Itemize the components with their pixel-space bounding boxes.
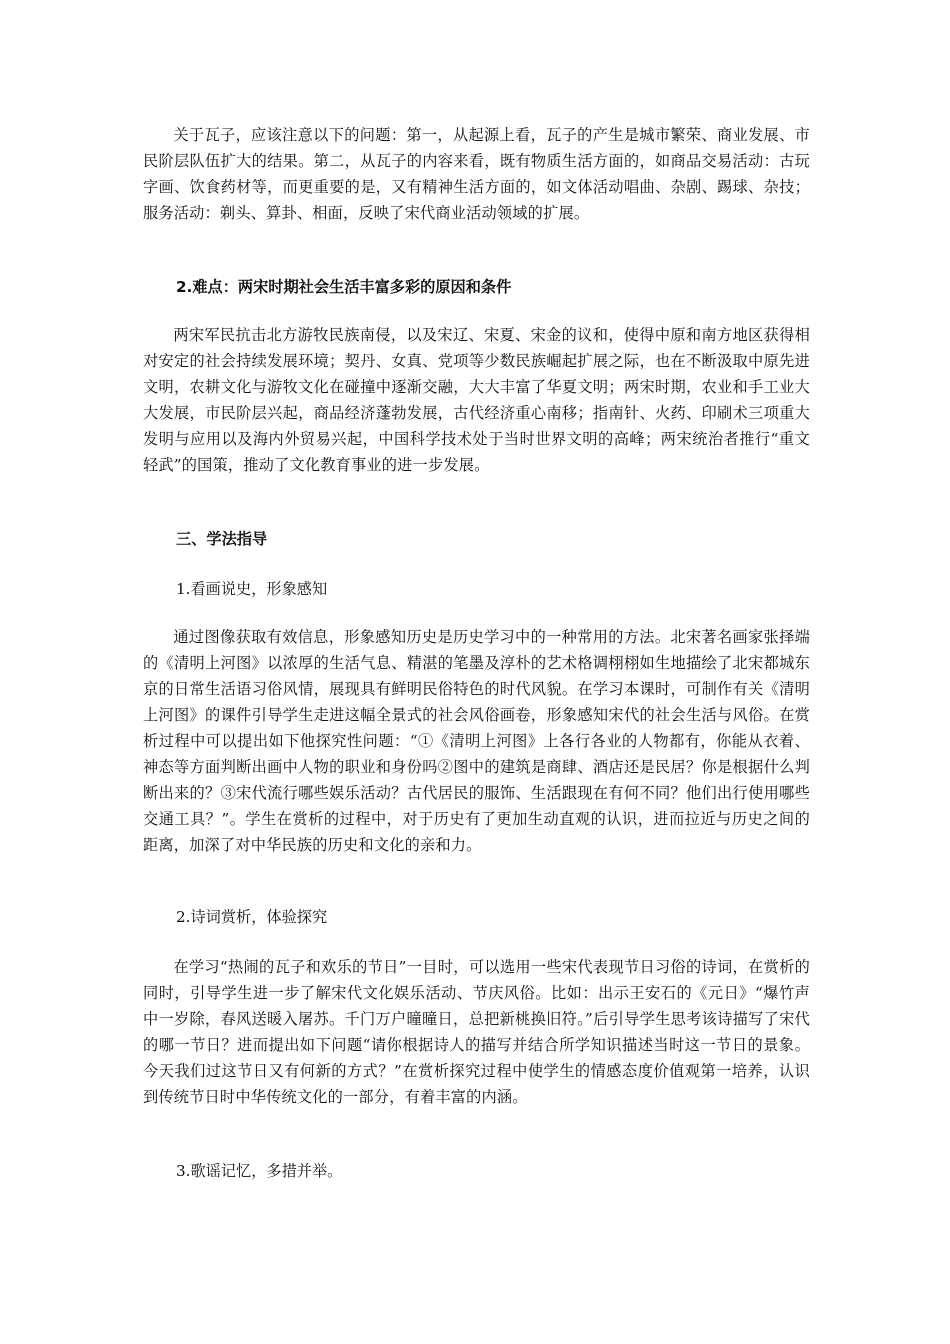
- subheading-painting: 1.看画说史，形象感知: [176, 580, 328, 598]
- paragraph-wazi: 关于瓦子，应该注意以下的问题：第一，从起源上看，瓦子的产生是城市繁荣、商业发展、市民阶层队伍扩大的结果。第二，从瓦子的内容来看，既有物质生活方面的，如商品交易活动：古玩字画、饮食药材等，而更重要的是，又有精神生活方面的，如文体活动唱曲、杂剧、踢球、杂技；服务活动：剃头、算卦、相面，反映了宋代商业活动领域的扩展。: [143, 126, 810, 222]
- paragraph-painting: 通过图像获取有效信息，形象感知历史是历史学习中的一种常用的方法。北宋著名画家张择端的《清明上河图》以浓厚的生活气息、精湛的笔墨及淳朴的艺术格调栩栩如生地描绘了北宋都城东京的日常生活语习俗风情，展现具有鲜明民俗特色的时代风貌。在学习本课时，可制作有关《清明上河图》的课件引导学生走进这幅全景式的社会风俗画卷，形象感知宋代的社会生活与风俗。在赏析过程中可以提出如下他探究性问题：“①《清明上河图》上各行各业的人物都有，你能从衣着、神态等方面判断出画中人物的职业和身份吗②图中的建筑是商肆、酒店还是民居？你是根据什么判断出来的？③宋代流行哪些娱乐活动？古代居民的服饰、生活跟现在有何不同？他们出行使用哪些交通工具？”。学生在赏析的过程中，对于历史有了更加生动直观的认识，进而拉近与历史之间的距离，加深了对中华民族的历史和文化的亲和力。: [143, 628, 810, 854]
- subheading-ballad: 3.歌谣记忆，多措并举。: [176, 1162, 343, 1180]
- paragraph-reasons: 两宋军民抗击北方游牧民族南侵，以及宋辽、宋夏、宋金的议和，使得中原和南方地区获得相对安定的社会持续发展环境；契丹、女真、党项等少数民族崛起扩展之际，也在不断汲取中原先进文明，农耕文化与游牧文化在碰撞中逐渐交融，大大丰富了华夏文明；两宋时期，农业和手工业大大发展，市民阶层兴起，商品经济蓬勃发展，古代经济重心南移；指南针、火药、印刷术三项重大发明与应用以及海内外贸易兴起，中国科学技术处于当时世界文明的高峰；两宋统治者推行“重文轻武”的国策，推动了文化教育事业的进一步发展。: [143, 326, 810, 474]
- subheading-poetry: 2.诗词赏析，体验探究: [176, 908, 328, 926]
- paragraph-poetry: 在学习“热闹的瓦子和欢乐的节日”一目时，可以选用一些宋代表现节日习俗的诗词，在赏析的同时，引导学生进一步了解宋代文化娱乐活动、节庆风俗。比如：出示王安石的《元日》“爆竹声中一岁除，春风送暖入屠苏。千门万户曈曈日，总把新桃换旧符。”后引导学生思考该诗描写了宋代的哪一节日？进而提出如下问题“请你根据诗人的描写并结合所学知识描述当时这一节日的景象。今天我们过这节日又有何新的方式？”在赏析探究过程中使学生的情感态度价值观第一培养，认识到传统节日时中华传统文化的一部分，有着丰富的内涵。: [143, 958, 810, 1106]
- heading-section-three: 三、学法指导: [176, 530, 268, 548]
- heading-difficulty: 2.难点：两宋时期社会生活丰富多彩的原因和条件: [176, 278, 512, 296]
